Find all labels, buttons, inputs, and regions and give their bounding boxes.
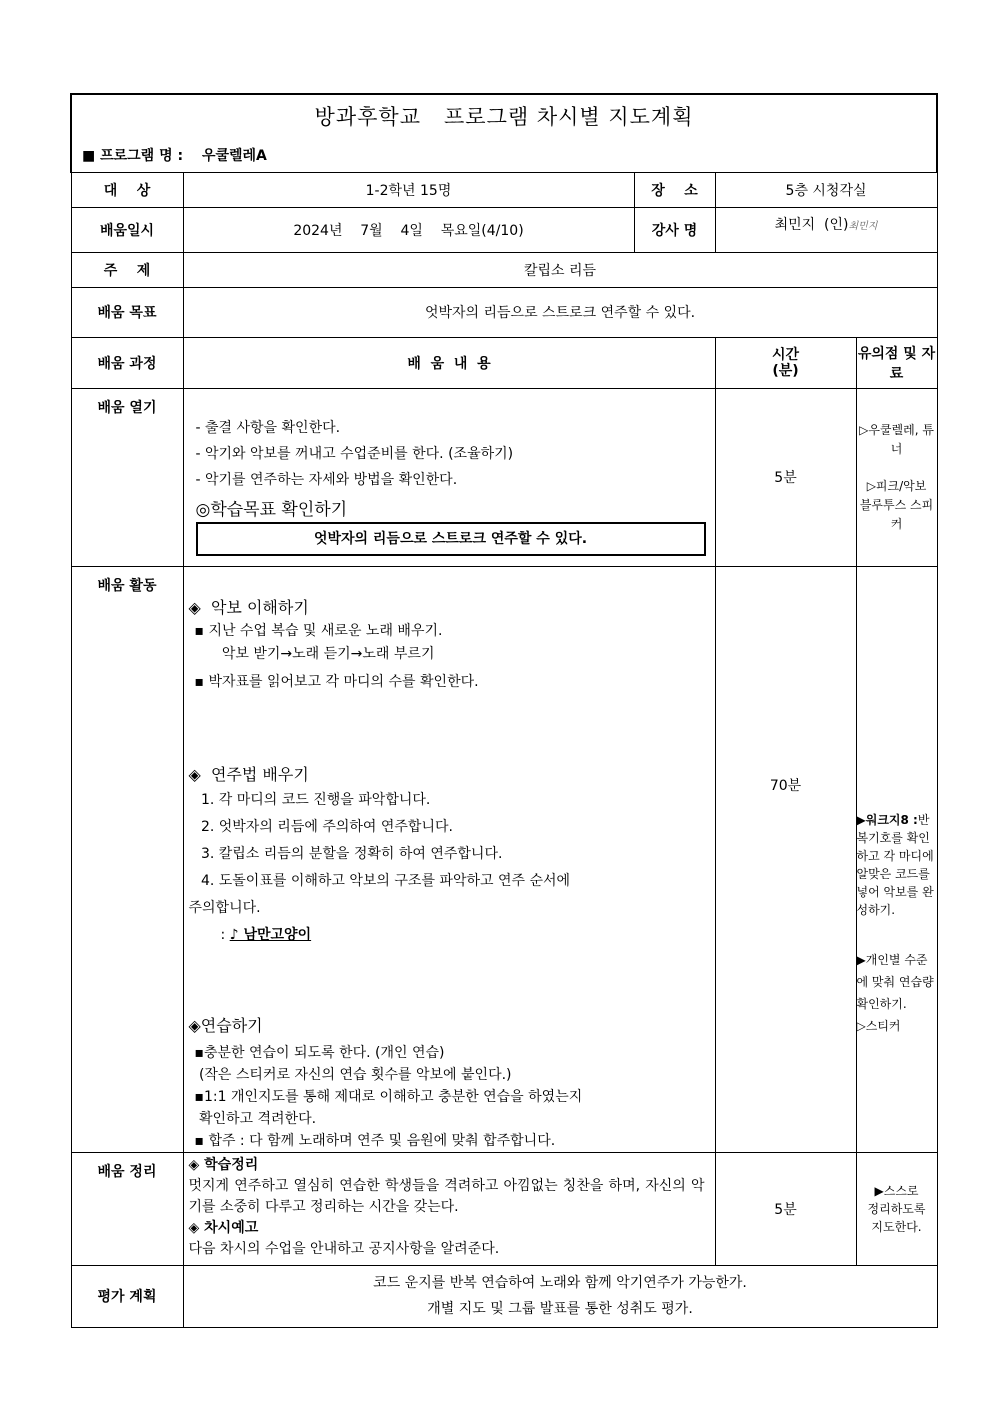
closing-note: ▶스스로 <box>874 1183 919 1198</box>
closing-text-preview: 다음 차시의 수업을 안내하고 공지사항을 알려준다. <box>188 1240 500 1257</box>
program-name: 우쿨렐레A <box>201 148 267 164</box>
activity-line: 1. 각 마디의 코드 진행을 파악합니다. <box>196 791 431 808</box>
closing-content <box>183 1152 715 1265</box>
goal-label: 배움 목표 <box>71 287 183 337</box>
place-label: 장 소 <box>634 172 715 207</box>
topic-value: 칼립소 리듬 <box>183 252 937 287</box>
activity-line: 주의합니다. <box>188 899 261 916</box>
opening-line: - 악기와 악보를 꺼내고 수업준비를 한다. (조율하기) <box>195 445 514 462</box>
section-technique-heading: ◈ 연주법 배우기 <box>188 764 309 784</box>
activity-line: ▪ 합주 : 다 함께 노래하며 연주 및 음원에 맞춰 합주합니다. <box>194 1132 556 1149</box>
worksheet-label: ▶워크지8 : <box>856 812 918 827</box>
activity-time: 70분 <box>715 566 856 1152</box>
opening-line: - 악기를 연주하는 자세와 방법을 확인한다. <box>195 471 458 488</box>
date-value: 2024년 7월 4일 목요일(4/10) <box>183 207 634 252</box>
activity-line: ▪ 지난 수업 복습 및 새로운 노래 배우기. <box>194 622 443 639</box>
section-score-lines <box>195 620 707 694</box>
activity-note-sticker: ▷스티커 <box>856 1018 901 1033</box>
activity-label: 배움 활동 <box>71 566 183 1152</box>
opening-line: - 출결 사항을 확인한다. <box>195 419 341 436</box>
goal-check-heading: ◎학습목표 확인하기 <box>195 499 348 520</box>
section-score-heading: ◈ 악보 이해하기 <box>188 597 309 617</box>
opening-content <box>183 388 715 566</box>
activity-line: 4. 도돌이표를 이해하고 악보의 구조를 파악하고 연주 순서에 <box>196 872 571 889</box>
section-practice-lines <box>195 1042 707 1152</box>
page-title: 방과후학교 프로그램 차시별 지도계획 <box>314 105 694 129</box>
teacher-signature: 최민지 <box>848 220 878 232</box>
closing-time: 5분 <box>715 1152 856 1265</box>
opening-time: 5분 <box>715 388 856 566</box>
activity-line: 확인하고 격려한다. <box>194 1110 317 1127</box>
goal-value: 엇박자의 리듬으로 스트로크 연주할 수 있다. <box>183 287 937 337</box>
song-line <box>221 922 707 949</box>
opening-note: ▷우쿨렐레, 튜너 <box>859 422 934 456</box>
col-content-header: 배 움 내 용 <box>183 337 715 388</box>
closing-label: 배움 정리 <box>71 1152 183 1265</box>
activity-line: 악보 받기→노래 듣기→노래 부르기 <box>208 645 435 662</box>
activity-content <box>183 566 715 1152</box>
activity-notes <box>856 566 937 1152</box>
opening-lines <box>196 415 715 493</box>
closing-note: 지도한다. <box>871 1219 922 1234</box>
activity-line: 2. 엇박자의 리듬에 주의하여 연주합니다. <box>196 818 453 835</box>
teacher-label: 강사 명 <box>634 207 715 252</box>
activity-line: ▪1:1 개인지도를 통해 제대로 이해하고 충분한 연습을 하였는지 <box>194 1088 583 1105</box>
song-prefix: : <box>220 926 226 943</box>
goal-box: 엇박자의 리듬으로 스트로크 연주할 수 있다. <box>196 522 706 556</box>
lesson-plan-document <box>70 93 936 1328</box>
col-process-header: 배움 과정 <box>71 337 183 388</box>
target-label: 대 상 <box>71 172 183 207</box>
col-notes-header: 유의점 및 자료 <box>856 337 937 388</box>
section-practice-heading: ◈연습하기 <box>188 1015 263 1035</box>
evaluation-content <box>183 1265 937 1327</box>
worksheet-desc: 반복기호를 확인하고 각 마디에 알맞은 코드를 넣어 악보를 완성하기. <box>856 812 934 917</box>
activity-note-practice: ▶개인별 수준에 맞춰 연습량 확인하기. <box>856 952 934 1011</box>
evaluation-line: 개별 지도 및 그룹 발표를 통한 성취도 평가. <box>427 1301 693 1317</box>
activity-line: 3. 칼립소 리듬의 분할을 정확히 하여 연주합니다. <box>196 845 503 862</box>
song-title: ♪ 남만고양이 <box>229 926 312 943</box>
place-value: 5층 시청각실 <box>715 172 937 207</box>
teacher-cell <box>715 207 937 252</box>
opening-notes <box>856 388 937 566</box>
date-label: 배움일시 <box>71 207 183 252</box>
target-value: 1-2학년 15명 <box>183 172 634 207</box>
teacher-value: 최민지 (인) <box>774 216 849 233</box>
program-line <box>72 145 936 165</box>
evaluation-line: 코드 운지를 반복 연습하여 노래와 함께 악기연주가 가능한가. <box>373 1275 747 1291</box>
activity-line: ▪충분한 연습이 되도록 한다. (개인 연습) <box>194 1044 445 1061</box>
closing-head-summary: ◈ 학습정리 <box>188 1156 259 1173</box>
lesson-plan-table <box>70 93 938 1328</box>
title-cell <box>71 94 937 172</box>
opening-note: ▷피크/악보 <box>866 478 927 493</box>
opening-label: 배움 열기 <box>71 388 183 566</box>
topic-label: 주 제 <box>71 252 183 287</box>
closing-note: 정리하도록 <box>867 1201 926 1216</box>
program-label: ■ 프로그램 명 : <box>82 148 184 164</box>
col-time-header: 시간 (분) <box>715 337 856 388</box>
activity-line: ▪ 박자표를 읽어보고 각 마디의 수를 확인한다. <box>194 673 479 690</box>
evaluation-label: 평가 계획 <box>71 1265 183 1327</box>
opening-note: 블루투스 스피커 <box>859 497 934 531</box>
closing-head-preview: ◈ 차시예고 <box>188 1219 259 1236</box>
activity-line: (작은 스티커로 자신의 연습 횟수를 악보에 붙인다.) <box>194 1066 512 1083</box>
closing-notes <box>856 1152 937 1265</box>
activity-note-worksheet <box>857 811 937 919</box>
closing-text-summary: 멋지게 연주하고 열심히 연습한 학생들을 격려하고 아낌없는 칭찬을 하며, 자신의 악기를 소중히 다루고 정리하는 시간을 갖는다. <box>188 1177 705 1215</box>
section-technique-lines <box>189 787 707 949</box>
